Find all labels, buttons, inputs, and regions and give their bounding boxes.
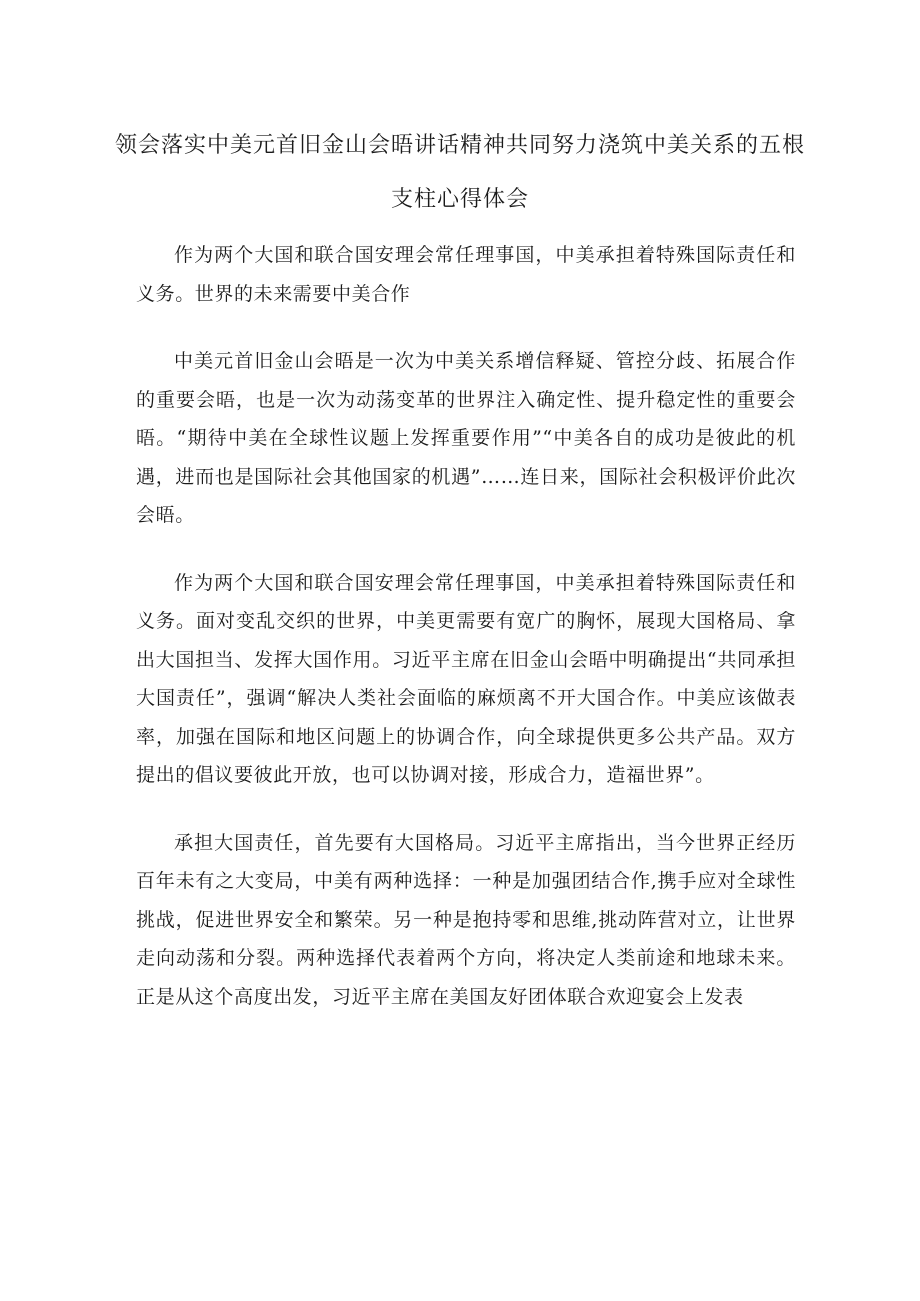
document-title: 领会落实中美元首旧金山会晤讲话精神共同努力浇筑中美关系的五根支柱心得体会 [114, 133, 805, 212]
document-body [136, 236, 796, 1045]
paragraph-2: 中美元首旧金山会晤是一次为中美关系增信释疑、管控分歧、拓展合作的重要会晤，也是一次为动荡变革的世界注入确定性、提升稳定性的重要会晤。“期待中美在全球性议题上发挥重要作用”“中美各自的成功是彼此的机遇，进而也是国际社会其他国家的机遇”……连日来，国际社会积极评价此次会晤。 [136, 350, 796, 526]
paragraph-4: 承担大国责任，首先要有大国格局。习近平主席指出，当今世界正经历百年未有之大变局，中美有两种选择：一种是加强团结合作,携手应对全球性挑战，促进世界安全和繁荣。另一种是抱持零和思维,挑动阵营对立，让世界走向动荡和分裂。两种选择代表着两个方向，将决定人类前途和地球未来。正是从这个高度出发，习近平主席在美国友好团体联合欢迎宴会上发表 [136, 831, 796, 1008]
paragraph-1: 作为两个大国和联合国安理会常任理事国，中美承担着特殊国际责任和义务。世界的未来需要中美合作 [136, 244, 796, 305]
paragraph-3: 作为两个大国和联合国安理会常任理事国，中美承担着特殊国际责任和义务。面对变乱交织的世界，中美更需要有宽广的胸怀，展现大国格局、拿出大国担当、发挥大国作用。习近平主席在旧金山会晤中明确提出“共同承担大国责任”，强调“解决人类社会面临的麻烦离不开大国合作。中美应该做表率，加强在国际和地区问题上的协调合作，向全球提供更多公共产品。双方提出的倡议要彼此开放，也可以协调对接，形成合力，造福世界”。 [136, 571, 796, 786]
